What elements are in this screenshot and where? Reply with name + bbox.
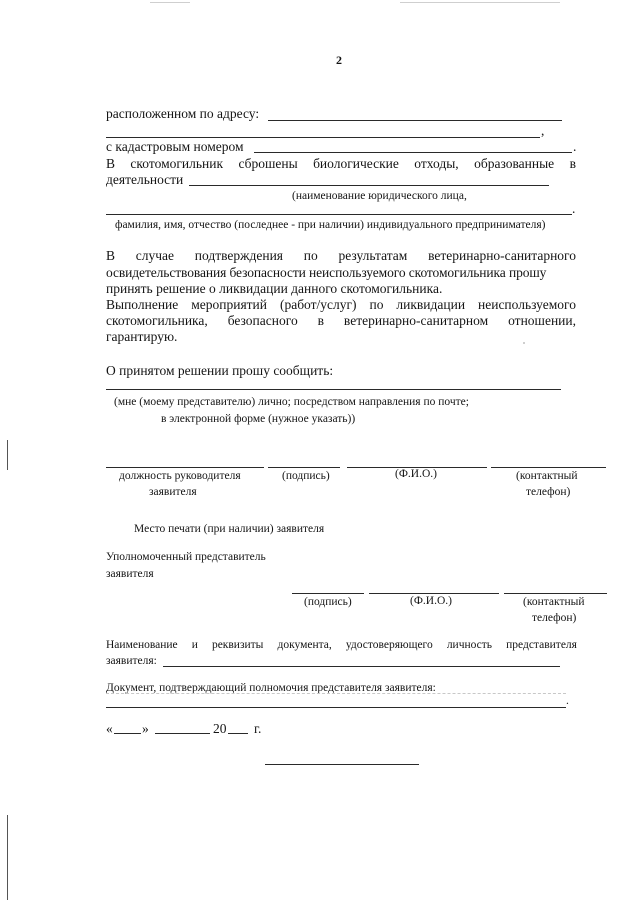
date-month-line[interactable] (155, 733, 210, 734)
representative-label-1: Уполномоченный представитель (106, 551, 266, 563)
notify-hint-2: в электронной форме (нужное указать)) (161, 413, 356, 425)
para1-line-2: освидетельствования безопасности неиспользуемого скотомогильника прошу (106, 265, 547, 280)
scan-mark-top-left (150, 2, 190, 3)
date-year-line[interactable] (228, 733, 248, 734)
rep-contact-caption-1: (контактный (523, 596, 585, 608)
date-day-line[interactable] (114, 733, 141, 734)
id-doc-word: Наименование (106, 639, 178, 651)
signature-caption: (подпись) (282, 470, 330, 482)
id-doc-word: реквизиты (211, 639, 264, 651)
authority-doc-hint-line (106, 693, 566, 694)
date-suffix: г. (254, 721, 262, 736)
rep-contact-caption-2: телефон) (532, 612, 577, 624)
authority-doc-line[interactable] (106, 707, 566, 708)
rep-signature-caption: (подпись) (304, 596, 352, 608)
waste-word: в (569, 156, 576, 171)
id-doc-word: представителя (506, 639, 577, 651)
id-doc-word: личность (446, 639, 493, 651)
waste-word: сброшены (238, 156, 298, 171)
para2-word: ликвидации (396, 297, 466, 312)
scan-dot (523, 342, 525, 344)
para1-word: ветеринарно-санитарного (428, 248, 576, 263)
activity-period: . (572, 201, 576, 216)
para2-word: скотомогильника, (106, 313, 208, 328)
para1-line-3: принять решение о ликвидации данного скотомогильника. (106, 281, 443, 296)
seal-caption: Место печати (при наличии) заявителя (134, 523, 325, 535)
cadastral-period: . (573, 139, 577, 154)
para2-line-1 (106, 298, 576, 312)
para1-line-1 (106, 249, 576, 263)
waste-word: В (106, 156, 116, 171)
rep-signature-line[interactable] (292, 593, 364, 594)
para1-word: результатам (338, 248, 408, 263)
date-close-quote: » (142, 721, 149, 736)
id-doc-word: документа, (277, 639, 332, 651)
waste-word: биологические (313, 156, 399, 171)
waste-line-2: деятельности (106, 172, 184, 187)
id-doc-word: удостоверяющего (345, 639, 433, 651)
para2-word: (работ/услуг) (279, 297, 357, 312)
para2-word: безопасного (227, 313, 298, 328)
para2-word: неиспользуемого (478, 297, 576, 312)
position-caption: должность руководителя (119, 470, 241, 482)
rep-fio-line[interactable] (369, 593, 499, 594)
waste-word: образованные (474, 156, 555, 171)
id-doc-line-1 (106, 640, 577, 652)
date-open-quote: « (106, 721, 113, 736)
signature-line[interactable] (268, 467, 340, 468)
para2-word: Выполнение (106, 297, 179, 312)
waste-hint: (наименование юридического лица, (292, 190, 467, 202)
id-doc-word: и (191, 639, 198, 651)
para2-word: по (369, 297, 384, 312)
contact-line[interactable] (491, 467, 606, 468)
para2-line-3: гарантирую. (106, 329, 178, 344)
address-line[interactable] (268, 120, 562, 121)
rep-contact-line[interactable] (504, 593, 607, 594)
para1-word: случае (135, 248, 175, 263)
contact-caption-1: (контактный (516, 470, 578, 482)
para2-line-2 (106, 314, 576, 328)
notify-hint-1: (мне (моему представителю) лично; посредством направления по почте; (114, 396, 469, 408)
cadastral-line[interactable] (254, 152, 572, 153)
waste-word: отходы, (414, 156, 459, 171)
address-comma: , (541, 123, 545, 138)
position-line[interactable] (106, 467, 264, 468)
notify-label: О принятом решении прошу сообщить: (106, 363, 334, 378)
para2-word: в (317, 313, 324, 328)
date-year-prefix: 20 (213, 721, 227, 736)
notify-line[interactable] (106, 389, 561, 390)
id-doc-line[interactable] (163, 666, 560, 667)
authority-doc-period: . (566, 695, 569, 707)
para2-word: отношении, (508, 313, 576, 328)
activity-line[interactable] (189, 185, 549, 186)
para1-word: по (303, 248, 318, 263)
cadastral-label: с кадастровым номером (106, 139, 244, 154)
scan-mark-top-right (400, 2, 560, 3)
activity-line-2[interactable] (106, 214, 572, 215)
rep-fio-caption: (Ф.И.О.) (410, 595, 452, 607)
para1-word: подтверждения (194, 248, 284, 263)
para2-word: мероприятий (191, 297, 268, 312)
waste-hint-2: фамилия, имя, отчество (последнее - при наличии) индивидуального предпринимателя) (115, 219, 546, 231)
address-label: расположенном по адресу: (106, 106, 260, 121)
scan-edge-mark-bottom (7, 815, 8, 900)
address-line-2[interactable] (106, 137, 540, 138)
applicant-caption: заявителя (149, 486, 197, 498)
fio-caption: (Ф.И.О.) (395, 468, 437, 480)
waste-word: скотомогильник (130, 156, 224, 171)
page-number: 2 (336, 53, 342, 67)
waste-line-1 (106, 157, 576, 171)
representative-label-2: заявителя (106, 568, 154, 580)
authority-doc-label: Документ, подтверждающий полномочия представителя заявителя: (106, 682, 436, 694)
closing-line (265, 764, 419, 765)
scan-edge-mark (7, 440, 8, 470)
contact-caption-2: телефон) (526, 486, 571, 498)
para1-word: В (106, 248, 116, 263)
id-doc-line-2: заявителя: (106, 655, 157, 667)
para2-word: ветеринарно-санитарном (343, 313, 489, 328)
